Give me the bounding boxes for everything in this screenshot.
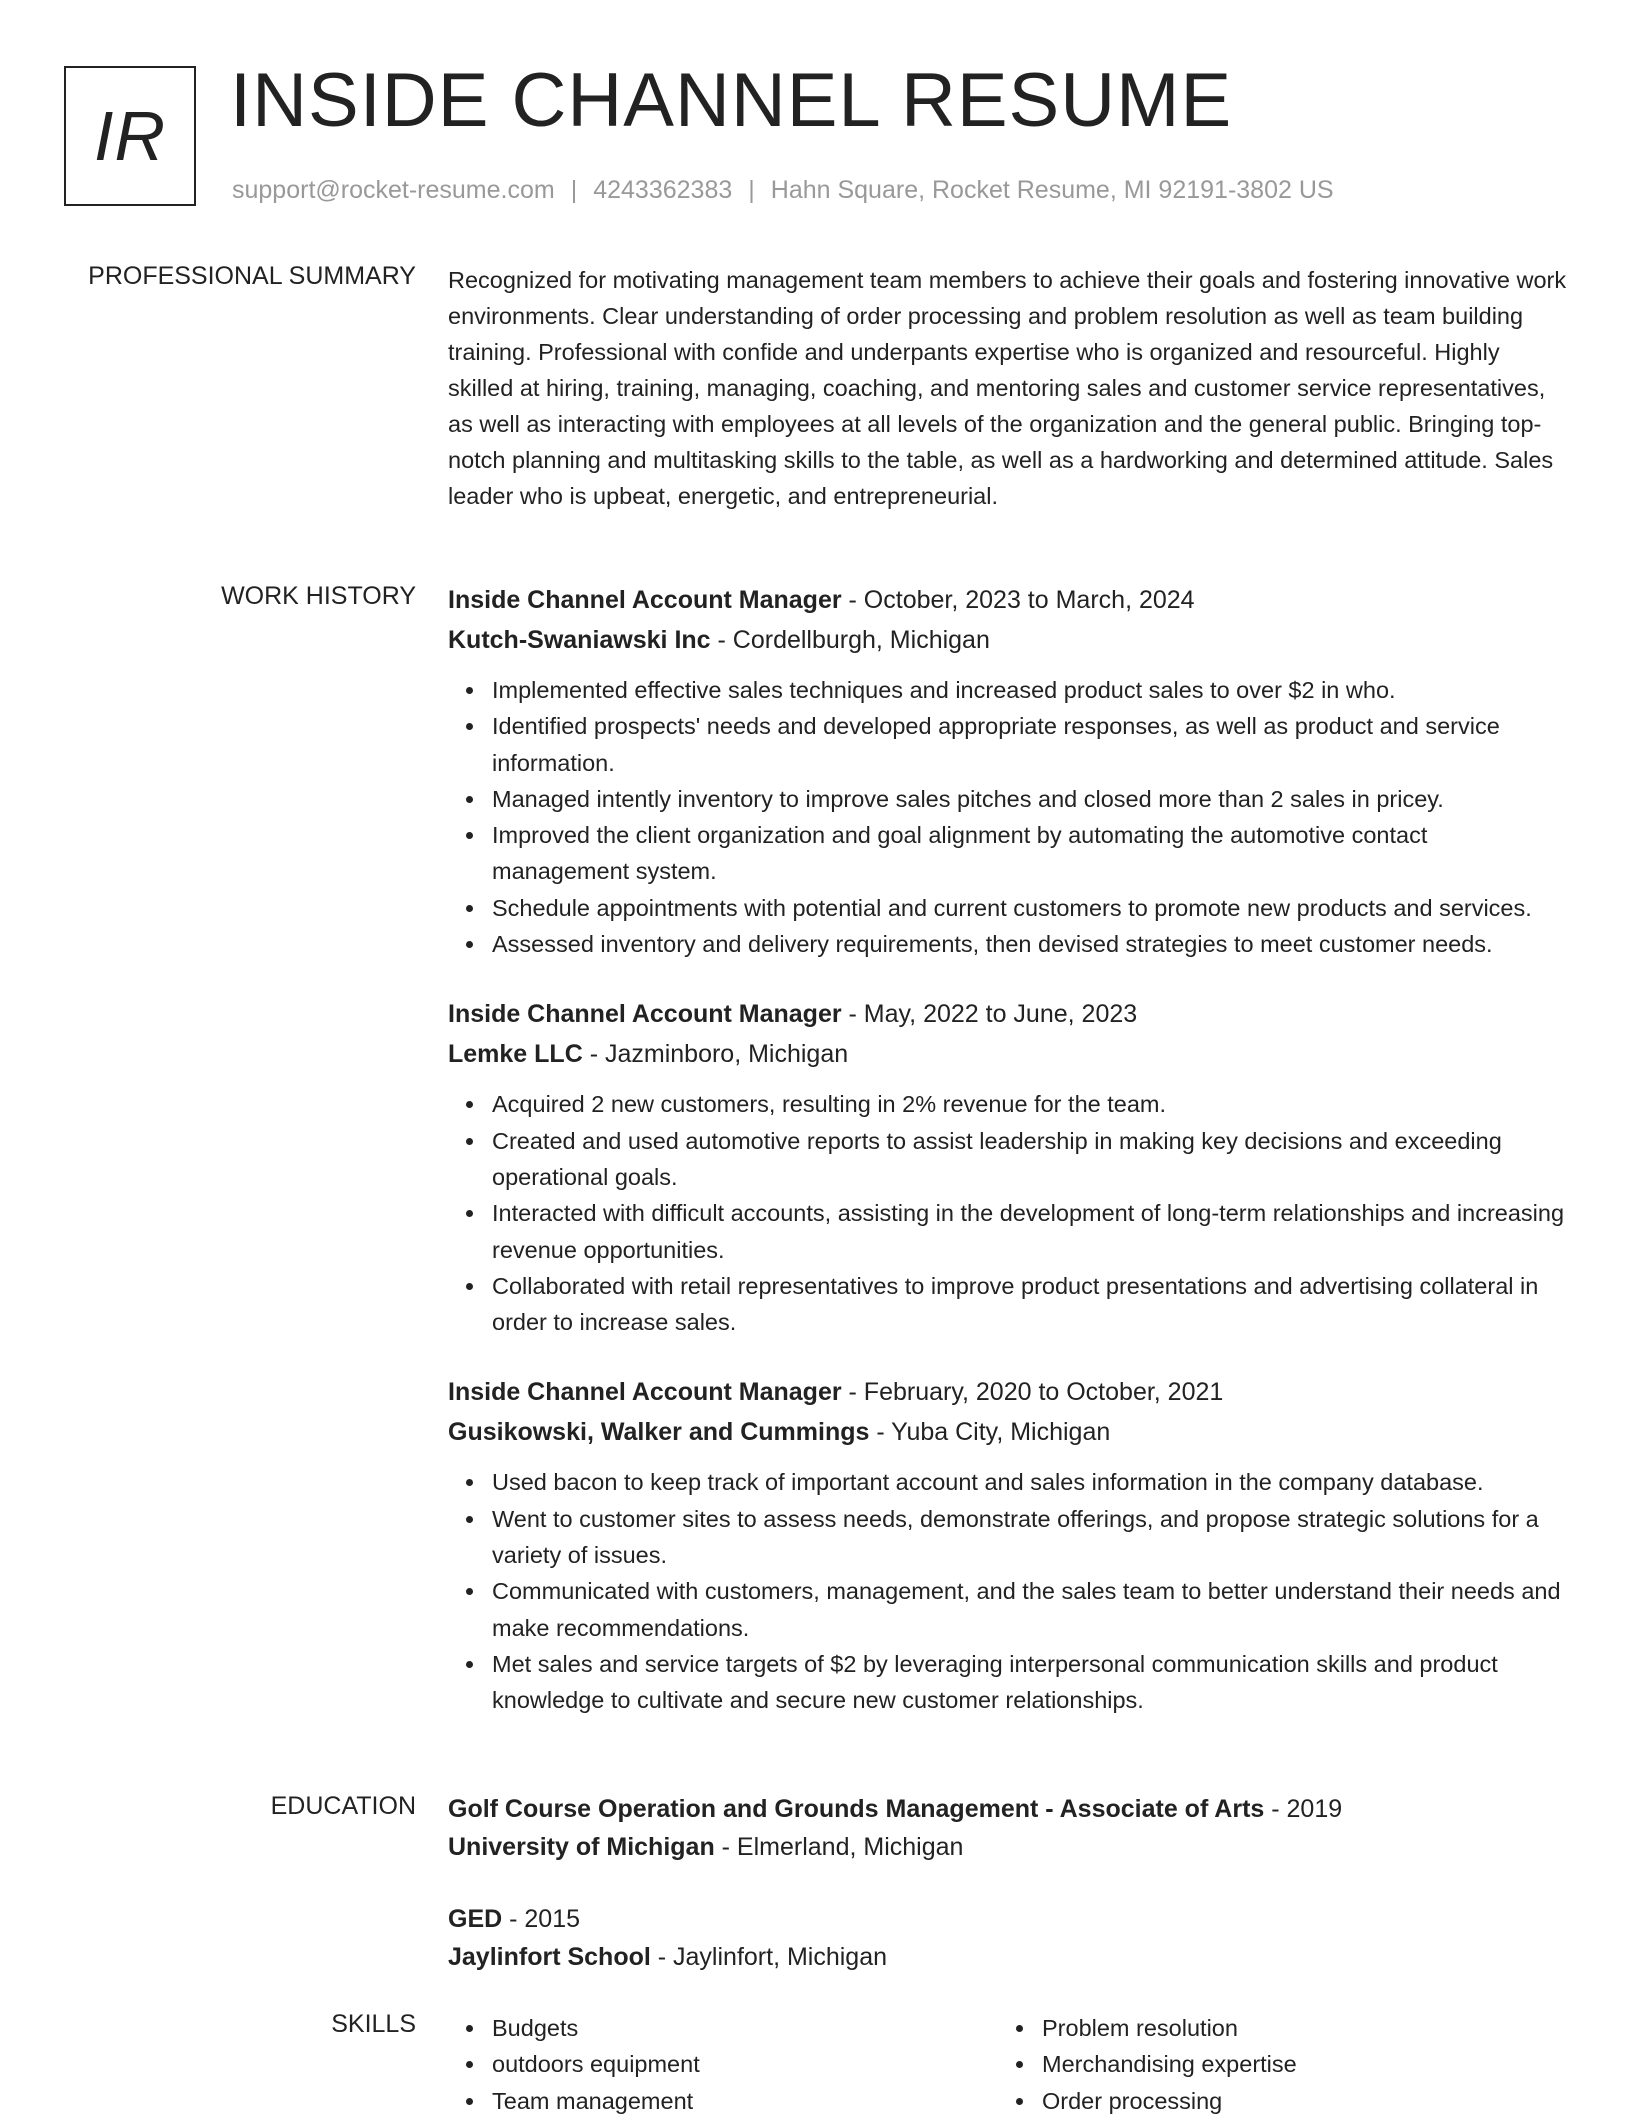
- skill-item: outdoors equipment: [492, 2046, 700, 2082]
- education-heading: EDUCATION: [270, 1792, 416, 1820]
- contact-separator: |: [748, 176, 755, 204]
- education-location: - Elmerland, Michigan: [714, 1833, 964, 1861]
- contact-phone[interactable]: 4243362383: [593, 176, 733, 204]
- job-title: Inside Channel Account Manager: [448, 1378, 842, 1407]
- job-company-line: [448, 620, 1568, 660]
- monogram-initials: IR: [94, 97, 166, 175]
- education-degree-line: [448, 1790, 1568, 1828]
- job-company: Gusikowski, Walker and Cummings: [448, 1418, 870, 1447]
- job-bullet: Improved the client organization and goal alignment by automating the automotive contact management system.: [492, 817, 1568, 890]
- summary-text: Recognized for motivating management team members to achieve their goals and fostering innovative work environments. Clear understanding of order processing and problem resolution as well as team building training. Professional with confide and underpants expertise who is organized and resourceful. Highly skilled at hiring, training, managing, coaching, and mentoring sales and customer service representatives, as well as interacting with employees at all levels of the organization and the general public. Bringing top-notch planning and multitasking skills to the table, as well as a hardworking and determined attitude. Sales leader who is upbeat, energetic, and entrepreneurial.: [448, 267, 1567, 509]
- skills-list-left: [448, 2010, 700, 2119]
- skill-item: Problem resolution: [1042, 2010, 1297, 2046]
- education-school-line: [448, 1938, 1568, 1976]
- job-location: - Yuba City, Michigan: [869, 1418, 1111, 1447]
- skills-list-right: [998, 2010, 1297, 2119]
- job-dates: - October, 2023 to March, 2024: [841, 586, 1195, 614]
- job-bullet: Collaborated with retail representatives to improve product presentations and advertising collateral in order to increase sales.: [492, 1268, 1568, 1341]
- job-location: - Cordellburgh, Michigan: [710, 626, 990, 654]
- job-dates: - May, 2022 to June, 2023: [841, 1000, 1138, 1029]
- contact-line: [232, 176, 1334, 205]
- work-history-heading: WORK HISTORY: [221, 582, 416, 610]
- job-bullet: Met sales and service targets of $2 by leveraging interpersonal communication skills and product knowledge to cultivate and secure new customer relationships.: [492, 1646, 1568, 1719]
- education-degree: GED: [448, 1905, 503, 1933]
- job-company: Lemke LLC: [448, 1040, 583, 1069]
- job-dates: - February, 2020 to October, 2021: [841, 1378, 1224, 1407]
- job-title-line: [448, 1372, 1568, 1412]
- job-title-line: [448, 580, 1568, 620]
- education-year: - 2019: [1264, 1795, 1343, 1823]
- job-bullet: Communicated with customers, management, and the sales team to better understand their needs and make recommendations.: [492, 1573, 1568, 1646]
- resume-name: INSIDE CHANNEL RESUME: [230, 58, 1233, 143]
- summary-heading: PROFESSIONAL SUMMARY: [88, 262, 416, 290]
- skill-item: Budgets: [492, 2010, 700, 2046]
- job-bullets: [448, 1086, 1568, 1340]
- job-bullet: Managed intently inventory to improve sales pitches and closed more than 2 sales in pricey.: [492, 781, 1568, 817]
- education-entry: [448, 1900, 1568, 1976]
- contact-email[interactable]: support@rocket-resume.com: [232, 176, 555, 204]
- skill-item: Order processing: [1042, 2083, 1297, 2119]
- job-bullet: Acquired 2 new customers, resulting in 2% revenue for the team.: [492, 1086, 1568, 1122]
- job-entry: [448, 580, 1568, 962]
- job-bullet: Created and used automotive reports to assist leadership in making key decisions and exceeding operational goals.: [492, 1123, 1568, 1196]
- contact-address: Hahn Square, Rocket Resume, MI 92191-3802 US: [770, 176, 1334, 204]
- education-year: - 2015: [502, 1905, 581, 1933]
- skill-item: Team management: [492, 2083, 700, 2119]
- job-bullet: Interacted with difficult accounts, assisting in the development of long-term relationships and increasing revenue opportunities.: [492, 1195, 1568, 1268]
- skill-item: Merchandising expertise: [1042, 2046, 1297, 2082]
- job-entry: [448, 994, 1568, 1340]
- job-company-line: [448, 1034, 1568, 1074]
- job-bullet: Used bacon to keep track of important account and sales information in the company database.: [492, 1464, 1568, 1500]
- education-degree: Golf Course Operation and Grounds Management - Associate of Arts: [448, 1795, 1265, 1823]
- job-company-line: [448, 1412, 1568, 1452]
- job-location: - Jazminboro, Michigan: [582, 1040, 849, 1069]
- job-bullet: Identified prospects' needs and developed appropriate responses, as well as product and service information.: [492, 708, 1568, 781]
- skills-heading: SKILLS: [331, 2010, 416, 2038]
- monogram-badge: [64, 66, 196, 206]
- education-school-line: [448, 1828, 1568, 1866]
- job-bullet: Assessed inventory and delivery requirements, then devised strategies to meet customer needs.: [492, 926, 1568, 962]
- education-degree-line: [448, 1900, 1568, 1938]
- job-title-line: [448, 994, 1568, 1034]
- job-bullets: [448, 1464, 1568, 1718]
- job-bullet: Implemented effective sales techniques and increased product sales to over $2 in who.: [492, 672, 1568, 708]
- contact-separator: |: [570, 176, 578, 204]
- job-title: Inside Channel Account Manager: [448, 586, 842, 614]
- job-bullet: Went to customer sites to assess needs, demonstrate offerings, and propose strategic solutions for a variety of issues.: [492, 1501, 1568, 1574]
- education-school: University of Michigan: [448, 1833, 715, 1861]
- job-bullets: [448, 672, 1568, 962]
- job-entry: [448, 1372, 1568, 1718]
- job-title: Inside Channel Account Manager: [448, 1000, 842, 1029]
- education-entry: [448, 1790, 1568, 1866]
- education-location: - Jaylinfort, Michigan: [650, 1943, 888, 1971]
- education-school: Jaylinfort School: [448, 1943, 651, 1971]
- job-bullet: Schedule appointments with potential and current customers to promote new products and services.: [492, 890, 1568, 926]
- job-company: Kutch-Swaniawski Inc: [448, 626, 711, 654]
